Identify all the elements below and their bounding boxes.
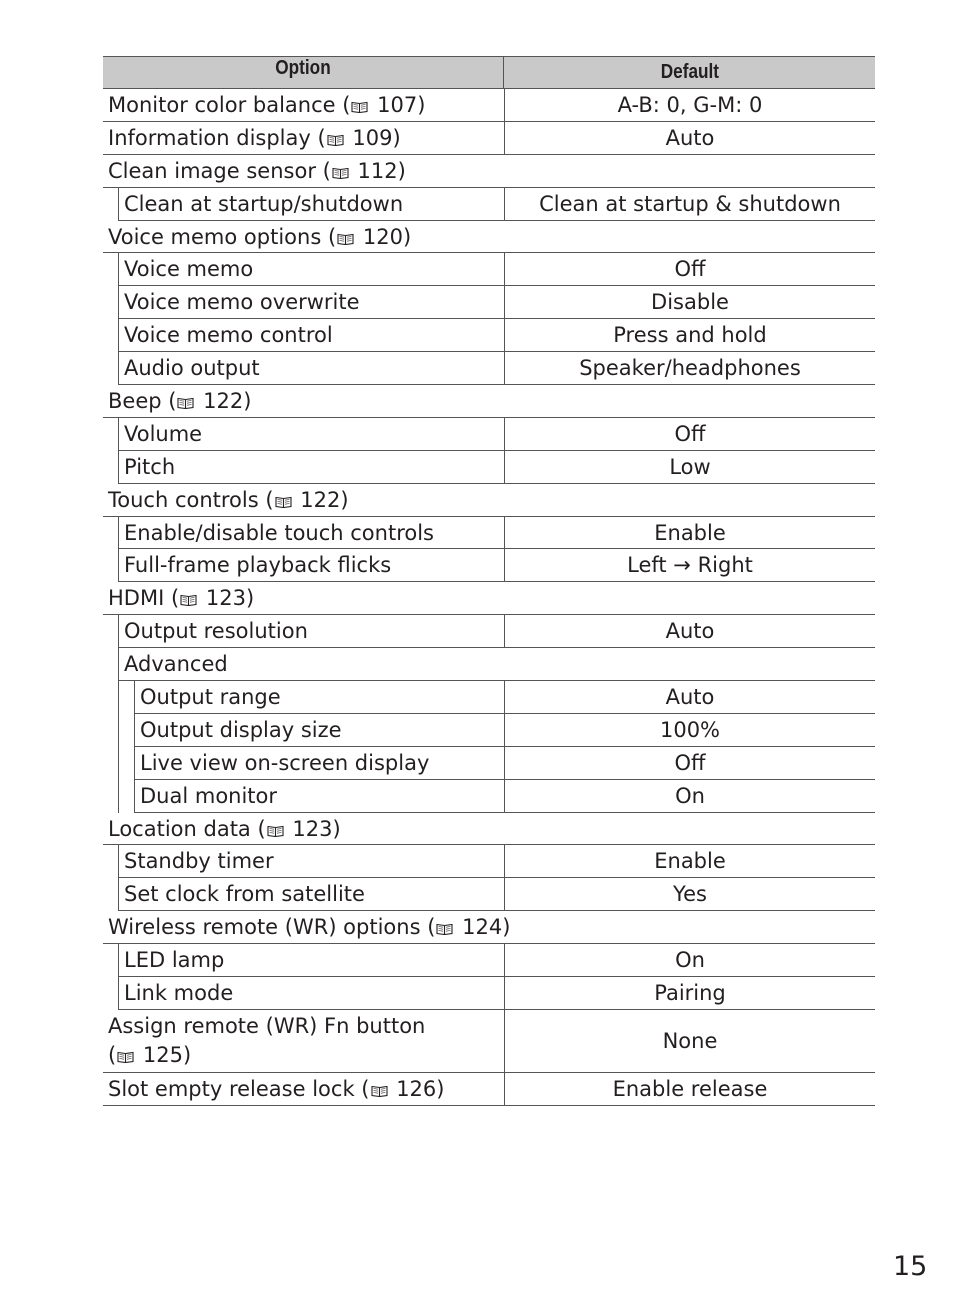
- option-text: Touch controls ( 122): [108, 487, 349, 512]
- page-reference: 123: [205, 586, 246, 611]
- default-value-cell: [504, 89, 875, 121]
- option-cell: [103, 221, 875, 253]
- row-indent: [103, 615, 119, 648]
- option-label: Assign remote (WR) Fn button: [108, 1013, 426, 1038]
- table-row: [103, 977, 875, 1010]
- option-label: Information display: [108, 125, 311, 150]
- option-cell: [135, 780, 504, 812]
- option-text: Wireless remote (WR) options ( 124): [108, 915, 511, 940]
- book-icon: [117, 1042, 134, 1054]
- option-label: Advanced: [124, 652, 228, 677]
- table-body: [103, 89, 875, 1106]
- table-row: [103, 352, 875, 385]
- option-column-header: Option: [275, 57, 331, 79]
- row-indent: [103, 253, 119, 286]
- row-body: [119, 549, 875, 582]
- option-text: [124, 619, 308, 643]
- option-text: [140, 685, 281, 709]
- book-icon: [327, 127, 344, 139]
- row-body: [103, 911, 875, 943]
- option-label: HDMI: [108, 586, 165, 611]
- default-value: Enable: [654, 849, 726, 874]
- option-cell: [103, 385, 875, 417]
- row-body: [119, 615, 875, 648]
- option-cell: [103, 911, 875, 943]
- row-body: [119, 451, 875, 484]
- default-value-cell: [504, 549, 875, 581]
- option-cell: [103, 813, 875, 845]
- option-cell: [119, 615, 504, 647]
- book-icon: [371, 1078, 388, 1090]
- book-icon: [180, 587, 197, 599]
- row-body: [135, 747, 875, 780]
- option-cell: [103, 89, 504, 121]
- table-row: [103, 418, 875, 451]
- row-body: [119, 977, 875, 1010]
- table-row: [103, 813, 875, 846]
- page-reference: 109: [352, 125, 393, 150]
- row-indent: [103, 878, 119, 911]
- default-value-cell: [504, 780, 875, 812]
- table-row: [103, 911, 875, 944]
- book-icon: [332, 160, 349, 172]
- option-cell: [119, 977, 504, 1009]
- option-text: [124, 192, 403, 216]
- table-row: [103, 451, 875, 484]
- option-text: [124, 422, 202, 446]
- option-text: [124, 521, 434, 545]
- row-indent: [103, 418, 119, 451]
- option-text: Information display ( 109): [108, 125, 401, 150]
- page-reference: 126: [396, 1076, 437, 1101]
- default-value-cell: [504, 451, 875, 483]
- default-value: Press and hold: [613, 323, 767, 348]
- option-label: Output display size: [140, 717, 342, 742]
- option-cell: [103, 484, 875, 516]
- row-body: [135, 714, 875, 747]
- option-text: [140, 718, 342, 742]
- option-text: Location data ( 123): [108, 816, 341, 841]
- table-row: [103, 681, 875, 714]
- option-label: Wireless remote (WR) options: [108, 915, 421, 940]
- default-value: Disable: [651, 290, 729, 315]
- option-cell: [103, 155, 875, 187]
- option-label: Output range: [140, 684, 281, 709]
- row-indent: [119, 747, 135, 780]
- default-value: Auto: [665, 684, 715, 709]
- row-indent: [103, 286, 119, 319]
- default-value: Auto: [665, 125, 715, 150]
- option-label: Beep: [108, 388, 162, 413]
- row-indent: [103, 549, 119, 582]
- row-body: [103, 484, 875, 516]
- defaults-table: [103, 56, 875, 1106]
- option-text: Assign remote (WR) Fn button ( 125): [108, 1013, 426, 1067]
- default-value-cell: [504, 517, 875, 549]
- option-cell: [119, 517, 504, 549]
- row-body: [103, 89, 875, 121]
- default-value-cell: [504, 681, 875, 713]
- option-cell: [119, 286, 504, 318]
- default-value-cell: [504, 845, 875, 877]
- row-indent: [103, 352, 119, 385]
- table-row: [103, 319, 875, 352]
- default-value-cell: [504, 418, 875, 450]
- option-label: Pitch: [124, 454, 176, 479]
- option-label: Dual monitor: [140, 783, 278, 808]
- page-reference: 125: [142, 1042, 183, 1067]
- page-reference: 112: [357, 158, 398, 183]
- row-indent: [119, 780, 135, 813]
- default-value: Enable: [654, 520, 726, 545]
- option-text: [124, 882, 365, 906]
- row-body: [135, 780, 875, 813]
- option-label: Set clock from satellite: [124, 882, 365, 907]
- option-cell: [135, 747, 504, 779]
- option-label: Volume: [124, 421, 203, 446]
- default-value-cell: [504, 747, 875, 779]
- option-text: [124, 455, 175, 479]
- option-label: Enable/disable touch controls: [124, 520, 434, 545]
- row-body: [119, 648, 875, 681]
- row-body: [119, 253, 875, 286]
- default-value-cell: [504, 352, 875, 384]
- default-value-cell: [504, 319, 875, 351]
- option-label: Voice memo control: [124, 323, 333, 348]
- row-body: [103, 122, 875, 154]
- option-label: Clean at startup/shutdown: [124, 191, 404, 216]
- default-value: Clean at startup & shutdown: [539, 191, 841, 216]
- default-value: Enable release: [612, 1076, 768, 1101]
- option-text: [124, 948, 224, 972]
- row-indent: [119, 681, 135, 714]
- row-indent: [103, 780, 119, 813]
- option-cell: [119, 845, 504, 877]
- option-text: [124, 257, 253, 281]
- option-text: [124, 323, 333, 347]
- book-icon: [351, 94, 368, 106]
- default-column-header: Default: [660, 61, 719, 83]
- table-row: [103, 188, 875, 221]
- option-text: [124, 652, 228, 676]
- option-label: Clean image sensor: [108, 158, 316, 183]
- row-body: [119, 517, 875, 550]
- table-row: [103, 89, 875, 122]
- table-row: [103, 549, 875, 582]
- table-row: [103, 253, 875, 286]
- default-value-cell: [504, 188, 875, 220]
- row-body: [103, 155, 875, 187]
- option-cell: [103, 582, 875, 614]
- default-value-cell: [504, 1073, 875, 1105]
- page-reference: 122: [203, 388, 244, 413]
- row-indent: [103, 319, 119, 352]
- row-indent: [103, 944, 119, 977]
- default-value: Speaker/headphones: [579, 356, 801, 381]
- table-header: [103, 56, 875, 89]
- row-indent: [103, 845, 119, 878]
- option-cell: [119, 352, 504, 384]
- option-label: Standby timer: [124, 849, 274, 874]
- row-body: [119, 878, 875, 911]
- option-text: Voice memo options ( 120): [108, 224, 412, 249]
- option-label: Voice memo: [124, 257, 254, 282]
- row-body: [103, 221, 875, 253]
- default-value: Left → Right: [627, 553, 753, 578]
- option-text: Monitor color balance ( 107): [108, 92, 426, 117]
- default-value: Pairing: [654, 980, 726, 1005]
- default-value-cell: [504, 122, 875, 154]
- option-label: Touch controls: [108, 487, 259, 512]
- table-row: [103, 286, 875, 319]
- table-row: [103, 944, 875, 977]
- row-body: [119, 352, 875, 385]
- table-row: [103, 484, 875, 517]
- row-body: [119, 188, 875, 221]
- page-reference: 122: [300, 487, 341, 512]
- row-body: [135, 681, 875, 714]
- default-value-cell: [504, 286, 875, 318]
- option-cell: [119, 188, 504, 220]
- option-label: Output resolution: [124, 619, 308, 644]
- option-cell: [119, 549, 504, 581]
- default-value: Auto: [665, 619, 715, 644]
- option-cell: [119, 418, 504, 450]
- option-cell: [103, 1073, 504, 1105]
- option-cell: [119, 648, 875, 680]
- default-value: A-B: 0, G-M: 0: [617, 92, 763, 117]
- option-label: Live view on-screen display: [140, 750, 430, 775]
- book-icon: [275, 489, 292, 501]
- default-value: On: [675, 783, 705, 808]
- default-value: On: [675, 948, 705, 973]
- default-value: Off: [674, 421, 706, 446]
- book-icon: [337, 226, 354, 238]
- default-value-cell: [504, 977, 875, 1009]
- option-label: Voice memo options: [108, 224, 322, 249]
- option-label: Full-frame playback flicks: [124, 553, 392, 578]
- option-text: [140, 751, 429, 775]
- table-row: [103, 582, 875, 615]
- table-row: [103, 221, 875, 254]
- row-body: [119, 845, 875, 878]
- option-cell: [119, 253, 504, 285]
- option-text: [124, 356, 260, 380]
- page-number: 15: [893, 1251, 928, 1282]
- page-reference: 123: [292, 816, 333, 841]
- default-value: 100%: [659, 717, 721, 742]
- option-text: Beep ( 122): [108, 388, 252, 413]
- row-body: [103, 582, 875, 614]
- row-indent: [103, 714, 119, 747]
- option-text: Clean image sensor ( 112): [108, 158, 406, 183]
- row-body: [119, 418, 875, 451]
- row-indent: [103, 648, 119, 681]
- default-value-cell: [504, 878, 875, 910]
- default-value-cell: [504, 944, 875, 976]
- option-label: Voice memo overwrite: [124, 290, 360, 315]
- page-reference: 124: [462, 915, 503, 940]
- default-value: Yes: [673, 882, 707, 907]
- row-indent: [103, 188, 119, 221]
- option-cell: [103, 122, 504, 154]
- option-text: [124, 290, 360, 314]
- default-value: None: [662, 1028, 718, 1053]
- default-column-header-cell: [504, 57, 875, 88]
- table-row: [103, 615, 875, 648]
- table-row: [103, 780, 875, 813]
- table-row: [103, 385, 875, 418]
- option-column-header-cell: [103, 57, 504, 88]
- row-body: [119, 944, 875, 977]
- book-icon: [267, 818, 284, 830]
- row-indent: [103, 451, 119, 484]
- table-row: [103, 517, 875, 550]
- table-row: [103, 1010, 875, 1073]
- row-indent: [103, 747, 119, 780]
- row-body: [103, 385, 875, 417]
- option-text: [124, 849, 274, 873]
- default-value-cell: [504, 714, 875, 746]
- row-indent: [119, 714, 135, 747]
- row-body: [103, 1010, 875, 1072]
- default-value-cell: [504, 1010, 875, 1072]
- row-body: [103, 813, 875, 845]
- option-label: Location data: [108, 816, 251, 841]
- table-row: [103, 648, 875, 681]
- option-text: [124, 981, 233, 1005]
- row-indent: [103, 681, 119, 714]
- book-icon: [436, 916, 453, 928]
- option-text: [140, 784, 277, 808]
- table-row: [103, 747, 875, 780]
- default-value-cell: [504, 253, 875, 285]
- option-label: Monitor color balance: [108, 92, 336, 117]
- default-value-cell: [504, 615, 875, 647]
- option-cell: [119, 878, 504, 910]
- option-label: Slot empty release lock: [108, 1076, 355, 1101]
- option-label: LED lamp: [124, 948, 225, 973]
- option-cell: [119, 944, 504, 976]
- option-cell: [135, 681, 504, 713]
- row-indent: [103, 517, 119, 550]
- option-cell: [135, 714, 504, 746]
- table-row: [103, 714, 875, 747]
- table-row: [103, 122, 875, 155]
- option-cell: [119, 451, 504, 483]
- option-text: [124, 553, 391, 577]
- row-body: [119, 286, 875, 319]
- table-row: [103, 878, 875, 911]
- table-row: [103, 155, 875, 188]
- book-icon: [177, 390, 194, 402]
- default-value: Low: [669, 454, 711, 479]
- option-text: Slot empty release lock ( 126): [108, 1076, 445, 1101]
- option-label: Link mode: [124, 980, 234, 1005]
- row-body: [119, 319, 875, 352]
- row-body: [103, 1073, 875, 1105]
- page-reference: 107: [377, 92, 418, 117]
- option-label: Audio output: [124, 356, 260, 381]
- option-text: HDMI ( 123): [108, 586, 255, 611]
- default-value: Off: [674, 257, 706, 282]
- option-cell: [103, 1010, 504, 1072]
- row-indent: [103, 977, 119, 1010]
- table-row: [103, 845, 875, 878]
- page-reference: 120: [362, 224, 403, 249]
- default-value: Off: [674, 750, 706, 775]
- option-cell: [119, 319, 504, 351]
- table-row: [103, 1073, 875, 1106]
